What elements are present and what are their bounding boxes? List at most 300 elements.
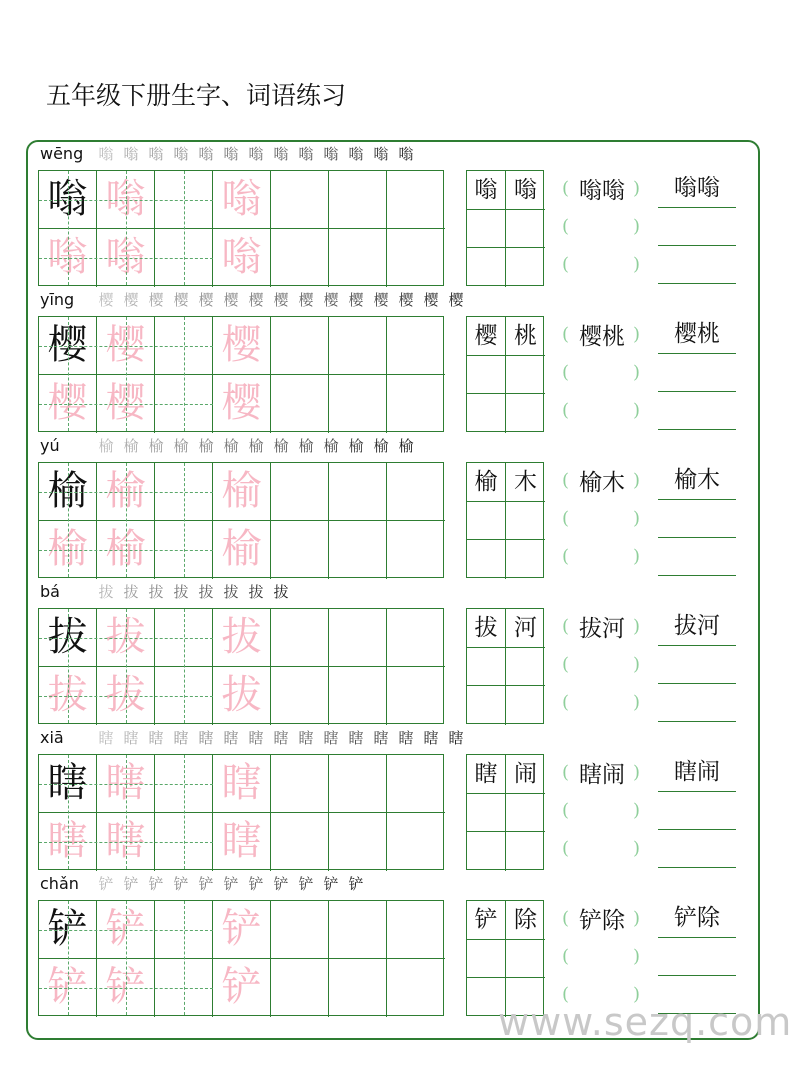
trace-character[interactable]: 嗡 bbox=[97, 171, 155, 229]
stroke-order-step: 嗡 bbox=[398, 145, 414, 163]
writing-grid[interactable] bbox=[38, 462, 444, 578]
trace-character[interactable]: 瞎 bbox=[97, 755, 155, 813]
writing-cell[interactable] bbox=[271, 959, 329, 1017]
character-block bbox=[0, 578, 800, 724]
word-cell[interactable] bbox=[467, 686, 506, 725]
stroke-order-step: 樱 bbox=[348, 291, 364, 309]
writing-cell[interactable] bbox=[387, 959, 445, 1017]
bracket-blank[interactable] bbox=[562, 792, 642, 830]
word-character[interactable]: 瞎 bbox=[467, 755, 506, 794]
trace-character[interactable]: 铲 bbox=[213, 959, 271, 1017]
writing-cell[interactable] bbox=[271, 463, 329, 521]
word-character[interactable]: 榆 bbox=[467, 463, 506, 502]
writing-cell[interactable] bbox=[271, 375, 329, 433]
stroke-order-step: 瞎 bbox=[98, 729, 114, 747]
stroke-order-step: 榆 bbox=[198, 437, 214, 455]
guide-line-horizontal bbox=[39, 258, 213, 259]
trace-character[interactable]: 拔 bbox=[97, 667, 155, 725]
underline-blank[interactable] bbox=[658, 462, 736, 500]
writing-cell[interactable] bbox=[271, 317, 329, 375]
guide-line-vertical bbox=[68, 755, 69, 869]
bracket-blank[interactable] bbox=[562, 608, 642, 646]
stroke-order-step: 瞎 bbox=[423, 729, 439, 747]
trace-character[interactable]: 瞎 bbox=[213, 813, 271, 871]
stroke-order-step: 铲 bbox=[98, 875, 114, 893]
writing-cell[interactable] bbox=[329, 171, 387, 229]
word-cell[interactable] bbox=[467, 356, 506, 395]
writing-cell[interactable] bbox=[271, 901, 329, 959]
stroke-order-step: 樱 bbox=[398, 291, 414, 309]
writing-grid[interactable] bbox=[38, 608, 444, 724]
guide-line-horizontal bbox=[39, 784, 213, 785]
stroke-order-step: 瞎 bbox=[148, 729, 164, 747]
right-bracket: ) bbox=[632, 908, 640, 929]
right-bracket: ) bbox=[632, 616, 640, 637]
underline-blank[interactable] bbox=[658, 354, 736, 392]
right-bracket: ) bbox=[632, 362, 640, 383]
stroke-order-step: 樱 bbox=[423, 291, 439, 309]
underline-blank[interactable] bbox=[658, 830, 736, 868]
stroke-order-step: 樱 bbox=[173, 291, 189, 309]
pinyin-label: xiā bbox=[40, 728, 64, 747]
trace-character[interactable]: 瞎 bbox=[39, 813, 97, 871]
stroke-order-step: 瞎 bbox=[323, 729, 339, 747]
underline-blank[interactable] bbox=[658, 938, 736, 976]
guide-line-vertical bbox=[126, 901, 127, 1015]
left-bracket: ( bbox=[562, 508, 570, 529]
writing-cell[interactable] bbox=[271, 521, 329, 579]
stroke-order-step: 铲 bbox=[148, 875, 164, 893]
bracket-blank[interactable] bbox=[562, 938, 642, 976]
stroke-order-step: 铲 bbox=[248, 875, 264, 893]
underline-blank[interactable] bbox=[658, 392, 736, 430]
guide-line-vertical bbox=[68, 609, 69, 723]
character-block bbox=[0, 870, 800, 1016]
right-bracket: ) bbox=[632, 946, 640, 967]
bracket-blank[interactable] bbox=[562, 830, 642, 868]
character-block bbox=[0, 286, 800, 432]
word-character[interactable]: 嗡 bbox=[506, 171, 545, 210]
trace-character[interactable]: 樱 bbox=[213, 375, 271, 433]
bracket-blank[interactable] bbox=[562, 392, 642, 430]
writing-cell[interactable] bbox=[387, 521, 445, 579]
right-bracket: ) bbox=[632, 324, 640, 345]
underline-blank[interactable] bbox=[658, 170, 736, 208]
guide-line-vertical bbox=[68, 463, 69, 577]
word-grid[interactable] bbox=[466, 462, 544, 578]
character-block bbox=[0, 432, 800, 578]
stroke-order-sequence bbox=[94, 290, 468, 310]
left-bracket: ( bbox=[562, 838, 570, 859]
stroke-order-step: 榆 bbox=[173, 437, 189, 455]
trace-character[interactable]: 铲 bbox=[213, 901, 271, 959]
word-cell[interactable] bbox=[467, 940, 506, 979]
right-bracket: ) bbox=[632, 654, 640, 675]
model-character[interactable]: 铲 bbox=[39, 901, 97, 959]
underline-blank[interactable] bbox=[658, 608, 736, 646]
left-bracket: ( bbox=[562, 908, 570, 929]
underline-blank[interactable] bbox=[658, 316, 736, 354]
writing-cell[interactable] bbox=[271, 171, 329, 229]
right-bracket: ) bbox=[632, 216, 640, 237]
right-bracket: ) bbox=[632, 800, 640, 821]
word-cell[interactable] bbox=[506, 940, 545, 979]
writing-grid[interactable] bbox=[38, 900, 444, 1016]
writing-grid[interactable] bbox=[38, 170, 444, 286]
left-bracket: ( bbox=[562, 654, 570, 675]
guide-line-vertical bbox=[184, 171, 185, 285]
stroke-order-step: 樱 bbox=[323, 291, 339, 309]
writing-cell[interactable] bbox=[329, 959, 387, 1017]
left-bracket: ( bbox=[562, 324, 570, 345]
word-cell[interactable] bbox=[506, 794, 545, 833]
word-cell[interactable] bbox=[506, 832, 545, 871]
writing-cell[interactable] bbox=[329, 521, 387, 579]
bracket-word: 榆木 bbox=[579, 470, 625, 496]
trace-character[interactable]: 拔 bbox=[97, 609, 155, 667]
writing-cell[interactable] bbox=[329, 317, 387, 375]
stroke-order-step: 瞎 bbox=[248, 729, 264, 747]
underline-word: 嗡嗡 bbox=[674, 175, 720, 201]
guide-line-vertical bbox=[184, 901, 185, 1015]
writing-cell[interactable] bbox=[387, 813, 445, 871]
writing-cell[interactable] bbox=[387, 375, 445, 433]
guide-line-horizontal bbox=[39, 696, 213, 697]
model-character[interactable]: 瞎 bbox=[39, 755, 97, 813]
stroke-order-step: 铲 bbox=[173, 875, 189, 893]
guide-line-vertical bbox=[184, 463, 185, 577]
word-character[interactable]: 除 bbox=[506, 901, 545, 940]
stroke-order-sequence bbox=[94, 728, 468, 748]
writing-grid[interactable] bbox=[38, 316, 444, 432]
stroke-order-step: 拔 bbox=[248, 583, 264, 601]
right-bracket: ) bbox=[632, 762, 640, 783]
stroke-order-step: 榆 bbox=[298, 437, 314, 455]
trace-character[interactable]: 樱 bbox=[97, 317, 155, 375]
writing-cell[interactable] bbox=[329, 229, 387, 287]
writing-cell[interactable] bbox=[387, 755, 445, 813]
right-bracket: ) bbox=[632, 400, 640, 421]
trace-character[interactable]: 榆 bbox=[39, 521, 97, 579]
writing-cell[interactable] bbox=[387, 171, 445, 229]
stroke-order-step: 瞎 bbox=[173, 729, 189, 747]
writing-cell[interactable] bbox=[387, 463, 445, 521]
word-cell[interactable] bbox=[506, 686, 545, 725]
trace-character[interactable]: 铲 bbox=[97, 901, 155, 959]
word-character[interactable]: 河 bbox=[506, 609, 545, 648]
right-bracket: ) bbox=[632, 470, 640, 491]
guide-line-vertical bbox=[126, 463, 127, 577]
word-cell[interactable] bbox=[467, 502, 506, 541]
stroke-order-step: 嗡 bbox=[98, 145, 114, 163]
trace-character[interactable]: 樱 bbox=[213, 317, 271, 375]
trace-character[interactable]: 榆 bbox=[97, 521, 155, 579]
trace-character[interactable]: 铲 bbox=[97, 959, 155, 1017]
stroke-order-step: 瞎 bbox=[223, 729, 239, 747]
writing-grid[interactable] bbox=[38, 754, 444, 870]
stroke-order-step: 铲 bbox=[348, 875, 364, 893]
word-cell[interactable] bbox=[506, 248, 545, 287]
underline-word: 瞎闹 bbox=[674, 759, 720, 785]
underline-blank[interactable] bbox=[658, 246, 736, 284]
watermark: www.sezq.com bbox=[498, 1000, 793, 1044]
stroke-order-step: 拔 bbox=[198, 583, 214, 601]
trace-character[interactable]: 榆 bbox=[213, 463, 271, 521]
bracket-blank[interactable] bbox=[562, 538, 642, 576]
stroke-order-step: 榆 bbox=[323, 437, 339, 455]
stroke-order-step: 拔 bbox=[98, 583, 114, 601]
left-bracket: ( bbox=[562, 692, 570, 713]
stroke-order-step: 铲 bbox=[223, 875, 239, 893]
guide-line-horizontal bbox=[39, 842, 213, 843]
word-cell[interactable] bbox=[506, 540, 545, 579]
pinyin-label: chǎn bbox=[40, 874, 79, 893]
stroke-order-step: 榆 bbox=[373, 437, 389, 455]
stroke-order-step: 榆 bbox=[223, 437, 239, 455]
writing-cell[interactable] bbox=[271, 229, 329, 287]
writing-cell[interactable] bbox=[329, 755, 387, 813]
word-character[interactable]: 桃 bbox=[506, 317, 545, 356]
trace-character[interactable]: 樱 bbox=[97, 375, 155, 433]
stroke-order-step: 拔 bbox=[273, 583, 289, 601]
stroke-order-step: 嗡 bbox=[148, 145, 164, 163]
underline-blank[interactable] bbox=[658, 646, 736, 684]
trace-character[interactable]: 榆 bbox=[213, 521, 271, 579]
character-block bbox=[0, 140, 800, 286]
trace-character[interactable]: 瞎 bbox=[213, 755, 271, 813]
underline-word: 铲除 bbox=[674, 905, 720, 931]
underline-blank[interactable] bbox=[658, 538, 736, 576]
stroke-order-step: 嗡 bbox=[123, 145, 139, 163]
word-cell[interactable] bbox=[467, 794, 506, 833]
bracket-blank[interactable] bbox=[562, 354, 642, 392]
writing-cell[interactable] bbox=[271, 813, 329, 871]
right-bracket: ) bbox=[632, 984, 640, 1005]
writing-cell[interactable] bbox=[387, 229, 445, 287]
writing-cell[interactable] bbox=[329, 609, 387, 667]
pinyin-label: yú bbox=[40, 436, 60, 455]
stroke-order-step: 瞎 bbox=[348, 729, 364, 747]
word-cell[interactable] bbox=[506, 394, 545, 433]
bracket-blank[interactable] bbox=[562, 500, 642, 538]
guide-line-vertical bbox=[184, 755, 185, 869]
word-character[interactable]: 嗡 bbox=[467, 171, 506, 210]
word-character[interactable]: 木 bbox=[506, 463, 545, 502]
pinyin-label: bá bbox=[40, 582, 60, 601]
trace-character[interactable]: 樱 bbox=[39, 375, 97, 433]
stroke-order-step: 樱 bbox=[148, 291, 164, 309]
stroke-order-step: 樱 bbox=[123, 291, 139, 309]
stroke-order-step: 嗡 bbox=[323, 145, 339, 163]
bracket-blank[interactable] bbox=[562, 316, 642, 354]
bracket-blank[interactable] bbox=[562, 646, 642, 684]
page-title: 五年级下册生字、词语练习 bbox=[46, 81, 347, 110]
word-cell[interactable] bbox=[467, 832, 506, 871]
guide-line-vertical bbox=[126, 171, 127, 285]
word-grid[interactable] bbox=[466, 170, 544, 286]
guide-line-vertical bbox=[68, 901, 69, 1015]
model-character[interactable]: 拔 bbox=[39, 609, 97, 667]
writing-cell[interactable] bbox=[387, 901, 445, 959]
word-character[interactable]: 拔 bbox=[467, 609, 506, 648]
bracket-blank[interactable] bbox=[562, 246, 642, 284]
stroke-order-step: 瞎 bbox=[198, 729, 214, 747]
stroke-order-step: 樱 bbox=[273, 291, 289, 309]
stroke-order-sequence bbox=[94, 582, 293, 602]
underline-blank[interactable] bbox=[658, 684, 736, 722]
trace-character[interactable]: 嗡 bbox=[213, 171, 271, 229]
underline-blank[interactable] bbox=[658, 500, 736, 538]
character-block bbox=[0, 724, 800, 870]
underline-blank[interactable] bbox=[658, 792, 736, 830]
guide-line-horizontal bbox=[39, 404, 213, 405]
stroke-order-step: 拔 bbox=[223, 583, 239, 601]
stroke-order-step: 樱 bbox=[198, 291, 214, 309]
stroke-order-step: 樱 bbox=[298, 291, 314, 309]
trace-character[interactable]: 瞎 bbox=[97, 813, 155, 871]
word-cell[interactable] bbox=[467, 210, 506, 249]
stroke-order-step: 榆 bbox=[398, 437, 414, 455]
writing-cell[interactable] bbox=[329, 375, 387, 433]
word-grid[interactable] bbox=[466, 900, 544, 1016]
bracket-blank[interactable] bbox=[562, 208, 642, 246]
word-cell[interactable] bbox=[467, 248, 506, 287]
right-bracket: ) bbox=[632, 178, 640, 199]
word-character[interactable]: 铲 bbox=[467, 901, 506, 940]
stroke-order-step: 铲 bbox=[198, 875, 214, 893]
word-cell[interactable] bbox=[506, 648, 545, 687]
trace-character[interactable]: 拔 bbox=[39, 667, 97, 725]
bracket-word: 拔河 bbox=[579, 616, 625, 642]
bracket-blank[interactable] bbox=[562, 684, 642, 722]
word-grid[interactable] bbox=[466, 754, 544, 870]
stroke-order-step: 铲 bbox=[123, 875, 139, 893]
word-cell[interactable] bbox=[467, 648, 506, 687]
bracket-blank[interactable] bbox=[562, 754, 642, 792]
underline-word: 拔河 bbox=[674, 613, 720, 639]
stroke-order-step: 嗡 bbox=[348, 145, 364, 163]
stroke-order-step: 瞎 bbox=[123, 729, 139, 747]
stroke-order-step: 樱 bbox=[373, 291, 389, 309]
underline-word: 樱桃 bbox=[674, 321, 720, 347]
left-bracket: ( bbox=[562, 762, 570, 783]
model-character[interactable]: 嗡 bbox=[39, 171, 97, 229]
stroke-order-step: 嗡 bbox=[198, 145, 214, 163]
bracket-word: 铲除 bbox=[579, 908, 625, 934]
guide-line-vertical bbox=[126, 609, 127, 723]
right-bracket: ) bbox=[632, 254, 640, 275]
writing-cell[interactable] bbox=[271, 609, 329, 667]
guide-line-horizontal bbox=[39, 550, 213, 551]
writing-cell[interactable] bbox=[329, 667, 387, 725]
trace-character[interactable]: 嗡 bbox=[213, 229, 271, 287]
stroke-order-step: 瞎 bbox=[273, 729, 289, 747]
guide-line-vertical bbox=[126, 317, 127, 431]
right-bracket: ) bbox=[632, 838, 640, 859]
word-cell[interactable] bbox=[506, 356, 545, 395]
left-bracket: ( bbox=[562, 254, 570, 275]
writing-cell[interactable] bbox=[329, 813, 387, 871]
underline-blank[interactable] bbox=[658, 754, 736, 792]
stroke-order-step: 榆 bbox=[273, 437, 289, 455]
stroke-order-step: 铲 bbox=[323, 875, 339, 893]
stroke-order-step: 拔 bbox=[173, 583, 189, 601]
trace-character[interactable]: 嗡 bbox=[97, 229, 155, 287]
trace-character[interactable]: 拔 bbox=[213, 667, 271, 725]
word-cell[interactable] bbox=[506, 502, 545, 541]
stroke-order-step: 瞎 bbox=[298, 729, 314, 747]
model-character[interactable]: 榆 bbox=[39, 463, 97, 521]
bracket-blank[interactable] bbox=[562, 462, 642, 500]
stroke-order-step: 榆 bbox=[148, 437, 164, 455]
writing-cell[interactable] bbox=[271, 755, 329, 813]
guide-line-horizontal bbox=[39, 638, 213, 639]
writing-cell[interactable] bbox=[329, 463, 387, 521]
word-grid[interactable] bbox=[466, 608, 544, 724]
stroke-order-step: 拔 bbox=[123, 583, 139, 601]
guide-line-vertical bbox=[184, 609, 185, 723]
left-bracket: ( bbox=[562, 946, 570, 967]
bracket-blank[interactable] bbox=[562, 170, 642, 208]
stroke-order-step: 瞎 bbox=[398, 729, 414, 747]
pinyin-label: yīng bbox=[40, 290, 75, 309]
word-cell[interactable] bbox=[467, 540, 506, 579]
word-cell[interactable] bbox=[467, 394, 506, 433]
stroke-order-step: 嗡 bbox=[298, 145, 314, 163]
guide-line-vertical bbox=[126, 755, 127, 869]
stroke-order-step: 樱 bbox=[448, 291, 464, 309]
writing-cell[interactable] bbox=[329, 901, 387, 959]
bracket-word: 瞎闹 bbox=[579, 762, 625, 788]
writing-cell[interactable] bbox=[387, 667, 445, 725]
trace-character[interactable]: 嗡 bbox=[39, 229, 97, 287]
left-bracket: ( bbox=[562, 984, 570, 1005]
guide-line-horizontal bbox=[39, 988, 213, 989]
bracket-word: 嗡嗡 bbox=[579, 178, 625, 204]
guide-line-vertical bbox=[68, 171, 69, 285]
pinyin-label: wēng bbox=[40, 144, 84, 163]
stroke-order-step: 樱 bbox=[223, 291, 239, 309]
guide-line-horizontal bbox=[39, 492, 213, 493]
writing-cell[interactable] bbox=[387, 317, 445, 375]
guide-line-horizontal bbox=[39, 930, 213, 931]
left-bracket: ( bbox=[562, 400, 570, 421]
guide-line-vertical bbox=[68, 317, 69, 431]
underline-blank[interactable] bbox=[658, 900, 736, 938]
writing-cell[interactable] bbox=[387, 609, 445, 667]
stroke-order-sequence bbox=[94, 436, 418, 456]
trace-character[interactable]: 铲 bbox=[39, 959, 97, 1017]
model-character[interactable]: 樱 bbox=[39, 317, 97, 375]
trace-character[interactable]: 榆 bbox=[97, 463, 155, 521]
underline-blank[interactable] bbox=[658, 208, 736, 246]
word-character[interactable]: 樱 bbox=[467, 317, 506, 356]
word-grid[interactable] bbox=[466, 316, 544, 432]
stroke-order-step: 嗡 bbox=[173, 145, 189, 163]
stroke-order-step: 樱 bbox=[248, 291, 264, 309]
stroke-order-step: 榆 bbox=[348, 437, 364, 455]
word-character[interactable]: 闹 bbox=[506, 755, 545, 794]
bracket-blank[interactable] bbox=[562, 900, 642, 938]
trace-character[interactable]: 拔 bbox=[213, 609, 271, 667]
left-bracket: ( bbox=[562, 362, 570, 383]
left-bracket: ( bbox=[562, 470, 570, 491]
right-bracket: ) bbox=[632, 546, 640, 567]
stroke-order-step: 嗡 bbox=[373, 145, 389, 163]
writing-cell[interactable] bbox=[271, 667, 329, 725]
stroke-order-step: 榆 bbox=[248, 437, 264, 455]
word-cell[interactable] bbox=[506, 210, 545, 249]
